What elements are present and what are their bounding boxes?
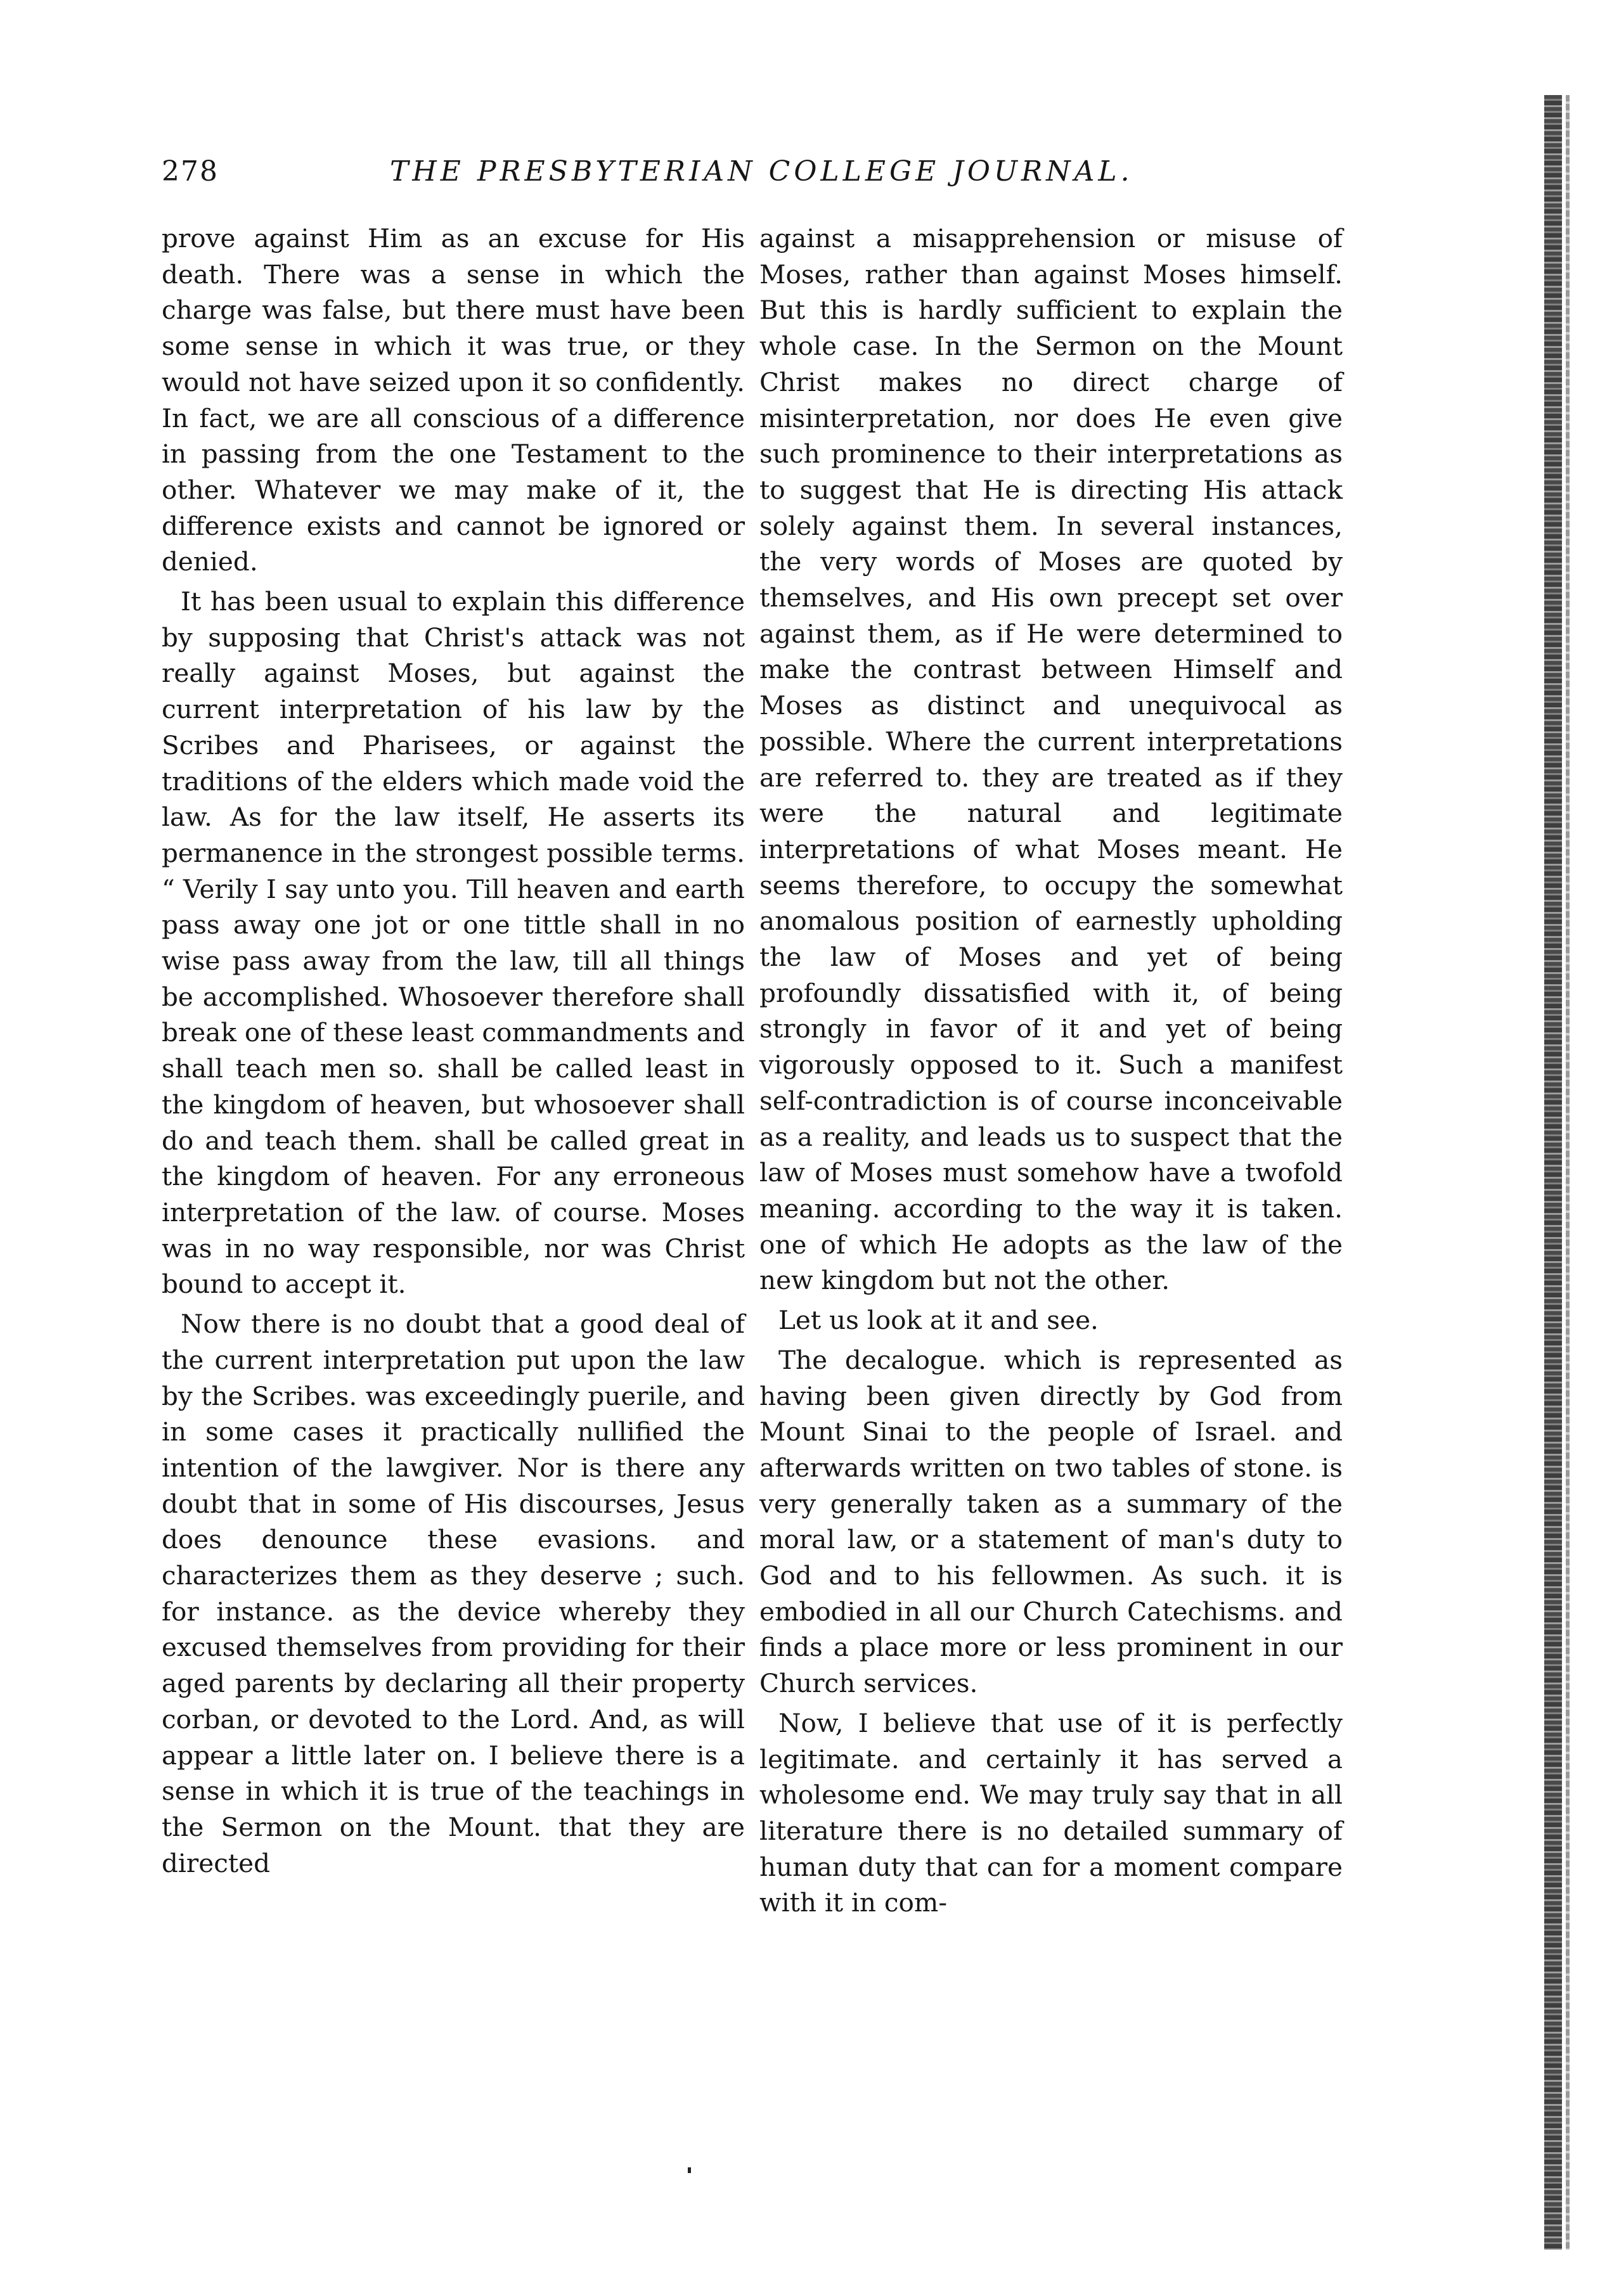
page-number: 278 — [162, 155, 219, 188]
paragraph: Let us look at it and see. — [778, 1305, 1099, 1336]
ink-speck — [688, 2167, 691, 2173]
paragraph: prove against Him as an excuse for His death. There was a sense in which the charge was false, but there must have been some sense in which it was true, or they would not have seized upon it so confidently. In fact, we are all conscious of a difference in passing from the one Testament to the other. Whatever we may make of it, the difference exists and cannot be ignored or denied. — [162, 223, 745, 577]
journal-title: THE PRESBYTERIAN COLLEGE JOURNAL. — [390, 155, 1133, 188]
page-edge-shadow — [1544, 95, 1562, 2250]
left-column — [162, 221, 745, 1881]
right-column — [759, 221, 1343, 1921]
paragraph: It has been usual to explain this difference by supposing that Christ's attack was not really against Moses, but against the current interpretation of his law by the Scribes and Pharisees, or against the traditions of the elders which made void the law. As for the law itself, He asserts its permanence in the strongest possible terms. “ Verily I say unto you. Till heaven and earth pass away one jot or one tittle shall in no wise pass away from the law, till all things be accomplished. Whosoever therefore shall break one of these least commandments and shall teach men so. shall be called least in the kingdom of heaven, but whosoever shall do and teach them. shall be called great in the kingdom of heaven. For any erroneous interpretation of the law. of course. Moses was in no way responsible, nor was Christ bound to accept it. — [162, 586, 745, 1300]
paragraph: against a misapprehension or misuse of Moses, rather than against Moses himself. But this is hardly sufficient to explain the whole case. In the Sermon on the Mount Christ makes no direct charge of misinterpretation, nor does He even give such prominence to their interpretations as to suggest that He is directing His attack solely against them. In several instances, the very words of Moses are quoted by themselves, and His own precept set over against them, as if He were determined to make the contrast between Himself and Moses as distinct and unequivocal as possible. Where the current interpretations are referred to. they are treated as if they were the natural and legitimate interpretations of what Moses meant. He seems therefore, to occupy the somewhat anomalous position of earnestly upholding the law of Moses and yet of being profoundly dissatisfied with it, of being strongly in favor of it and yet of being vigorously opposed to it. Such a manifest self-contradiction is of course inconceivable as a reality, and leads us to suspect that the law of Moses must somehow have a twofold meaning. according to the way it is taken. one of which He adopts as the law of the new kingdom but not the other. — [759, 223, 1343, 1296]
paragraph: The decalogue. which is represented as having been given directly by God from Mount Sinai to the people of Israel. and afterwards written on two tables of stone. is very generally taken as a summary of the moral law, or a statement of man's duty to God and to his fellowmen. As such. it is embodied in all our Church Catechisms. and finds a place more or less prominent in our Church services. — [759, 1344, 1343, 1699]
paragraph: Now there is no doubt that a good deal of the current interpretation put upon the law by the Scribes. was exceedingly puerile, and in some cases it practically nullified the intention of the lawgiver. Nor is there any doubt that in some of His discourses, Jesus does denounce these evasions. and characterizes them as they deserve ; such. for instance. as the device whereby they excused themselves from providing for their aged parents by declaring all their property corban, or devoted to the Lord. And, as will appear a little later on. I believe there is a sense in which it is true of the teachings in the Sermon on the Mount. that they are directed — [162, 1309, 745, 1878]
page-edge-shadow-thin — [1566, 95, 1570, 2250]
paragraph: Now, I believe that use of it is perfectly legitimate. and certainly it has served a wholesome end. We may truly say that in all literature there is no detailed summary of human duty that can for a moment compare with it in com- — [759, 1707, 1343, 1918]
running-head — [162, 155, 1133, 193]
